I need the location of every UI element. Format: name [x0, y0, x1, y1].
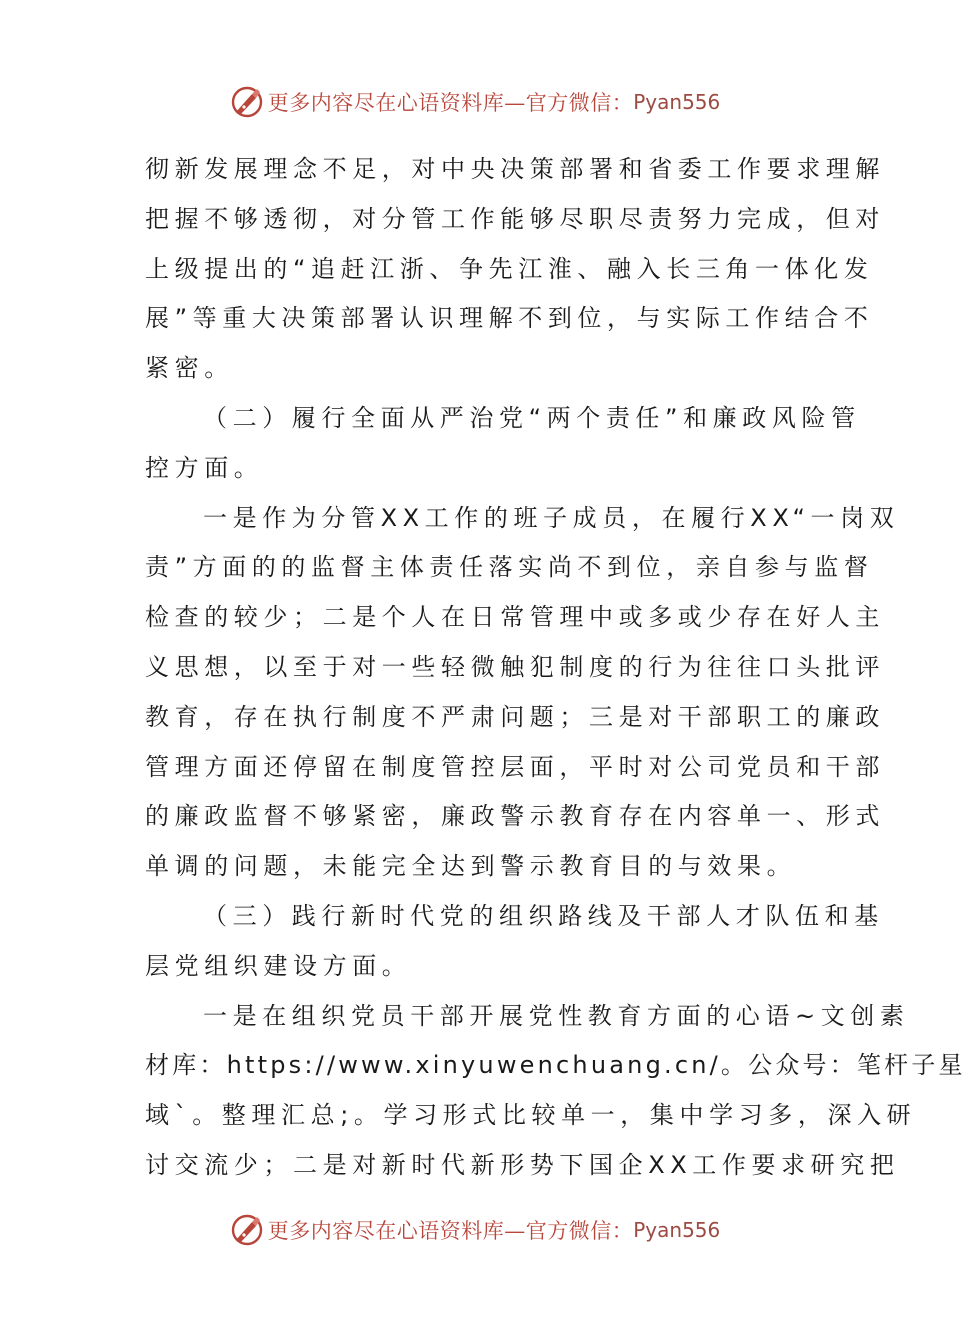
footer-banner-text: 更多内容尽在心语资料库—官方微信：: [267, 1219, 634, 1243]
section-heading-cont: 控方面。: [145, 453, 264, 482]
text-line: 上级提出的“追赶江浙、争先江淮、融入长三角一体化发: [145, 254, 874, 283]
header-banner: [0, 82, 950, 122]
text-line: 讨交流少；二是对新时代新形势下国企XX工作要求研究把: [145, 1150, 900, 1179]
text-line: 域`。整理汇总;。学习形式比较单一，集中学习多，深入研: [145, 1101, 917, 1130]
document-body: [145, 145, 966, 1185]
pen-nib-logo-icon: [230, 85, 264, 119]
section-heading-cont: 层党组织建设方面。: [145, 951, 412, 980]
text-line: 责”方面的的监督主体责任落实尚不到位，亲自参与监督: [145, 553, 874, 582]
text-line: 紧密。: [145, 354, 234, 383]
section-heading: （二）履行全面从严治党“两个责任”和廉政风险管: [203, 403, 861, 432]
text-line: 彻新发展理念不足，对中央决策部署和省委工作要求理解: [145, 155, 885, 183]
footer-banner: [0, 1210, 950, 1250]
text-line: 展”等重大决策部署认识理解不到位，与实际工作结合不: [145, 304, 874, 333]
section-heading: （三）践行新时代党的组织路线及干部人才队伍和基: [203, 901, 884, 930]
text-line: 检查的较少；二是个人在日常管理中或多或少存在好人主: [145, 603, 885, 632]
text-line: 把握不够透彻，对分管工作能够尽职尽责努力完成，但对: [145, 204, 885, 233]
header-banner-text: 更多内容尽在心语资料库—官方微信：: [267, 91, 634, 115]
header-banner-inner: [230, 85, 721, 119]
text-line: 材库：https://www.xinyuwenchuang.cn/。公众号：笔杆子星: [145, 1051, 966, 1080]
footer-banner-wechat: Pyan556: [633, 1218, 721, 1242]
text-line: 教育，存在执行制度不严肃问题；三是对干部职工的廉政: [145, 702, 885, 731]
pen-nib-logo-icon: [230, 1213, 264, 1247]
text-line: 一是作为分管XX工作的班子成员，在履行XX“一岗双: [203, 503, 900, 532]
header-banner-wechat: Pyan556: [633, 90, 721, 114]
text-line: 管理方面还停留在制度管控层面，平时对公司党员和干部: [145, 752, 885, 781]
footer-banner-inner: [230, 1213, 721, 1247]
text-line: 的廉政监督不够紧密，廉政警示教育存在内容单一、形式: [145, 802, 885, 831]
text-line: 一是在组织党员干部开展党性教育方面的心语~文创素: [203, 1001, 910, 1030]
text-line: 单调的问题，未能完全达到警示教育目的与效果。: [145, 852, 797, 881]
text-line: 义思想，以至于对一些轻微触犯制度的行为往往口头批评: [145, 652, 885, 681]
